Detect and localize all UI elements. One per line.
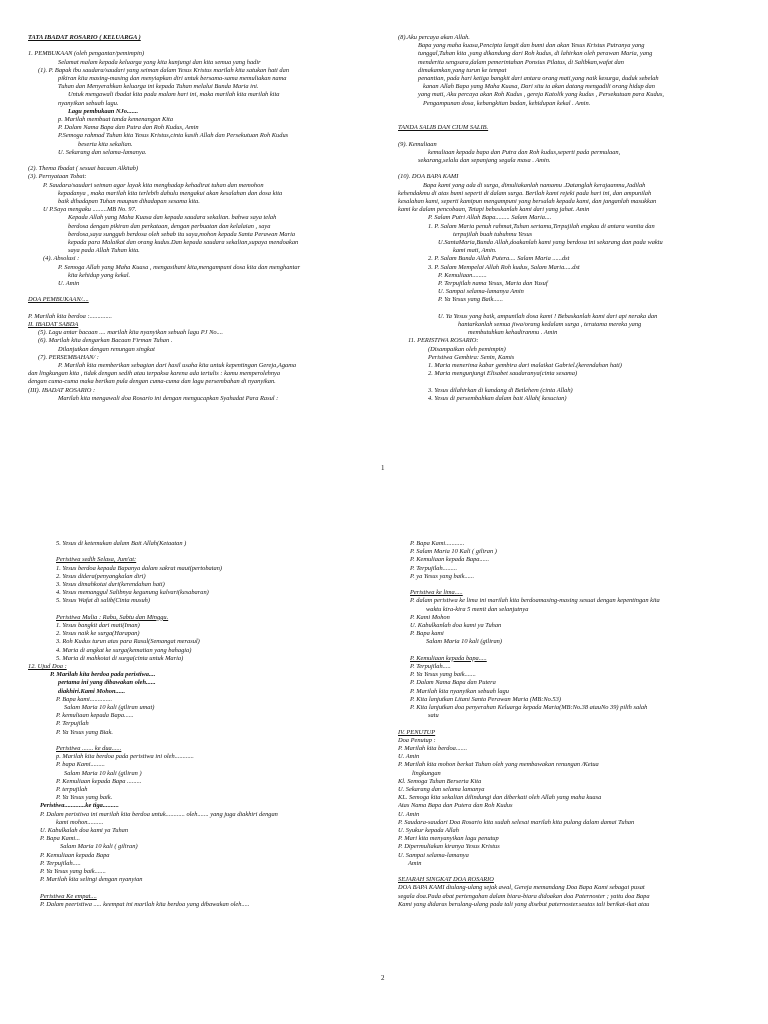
text-line: dengan cuma-cuma maka berikan pula dengan cuma-cuma dan lagu persembahan di nyanyikan. xyxy=(28,378,276,386)
text-line: U. Amin xyxy=(58,280,80,288)
text-line: P. Ya Yesus yang Baik...... xyxy=(438,296,503,304)
text-line: P. Bapa kami xyxy=(410,630,444,638)
text-line: Salam Maria 10 kali (giliran umat) xyxy=(64,704,155,712)
text-line: P. Ya Yesus yang baik....... xyxy=(410,671,476,679)
text-line: P. Semoga Allah yang Maha Kuasa , mengasihani kita,mengampuni dosa kita dan menghantar xyxy=(58,263,301,271)
text-line: P. Terpujilah......... xyxy=(410,564,458,572)
text-line: (10). DOA BAPA KAMI xyxy=(398,173,459,181)
text-line xyxy=(28,548,380,556)
text-line: kami mati, Amin. xyxy=(453,247,497,255)
text-line: Pengampunan dosa, kebangkitan badan, kehidupan kekal . Amin. xyxy=(423,99,591,107)
text-line: Salam Maria 10 kali (giliran ) xyxy=(64,769,142,777)
text-line: Peristiwa ....... ke dua...... xyxy=(56,745,122,753)
text-line xyxy=(28,305,380,313)
text-line: 5. Yesus di ketemukan dalam Bait Allah(Ketaatan ) xyxy=(56,540,187,547)
text-line: P. Saudara/saudari seiman agar layak kita menghadap kehadirat tuhan dan memohon xyxy=(43,181,264,189)
text-line: terpujilah buah tubuhmu Yesus xyxy=(453,230,533,238)
text-line: Kepada Allah yang Maha Kuasa dan kepada saudara sekalian. bahwa saya telah xyxy=(68,214,277,222)
text-line: U. Sampai selama-lamanya xyxy=(398,851,469,859)
text-line: Kl. Semoga Tuhan Berserta Kita xyxy=(398,777,482,785)
text-line: U. Ya Yesus yang baik, ampunilah dosa kami ! Bebaskanlah kami dari api neraka dan xyxy=(438,312,658,320)
text-line: Peristiwa Gembira: Senin, Kamis xyxy=(428,353,515,361)
text-line: waktu kira-kira 5 menit dan selanjutnya xyxy=(426,605,529,613)
text-line: 3. Yesus dilahirkan di kandang di Betlehem (cinta Allah) xyxy=(428,386,573,394)
text-line: (1). P. Bapak ibu saudara/saudari yang seiman dalam Yesus Kristus marilah kita satukan hati dan xyxy=(38,66,290,74)
text-line: Untuk mengawali ibadat kita pada malam hari ini, maka marilah kita marilah kita xyxy=(68,91,280,99)
text-line: U.SantaMaria,Bunda Allah,doakanlah kami yang berdosa ini sekarang dan pada waktu xyxy=(438,239,663,247)
text-line: P. Marilah kita mohon berkat Tuhan oleh yang membawakan renungan /Ketua xyxy=(398,761,599,769)
text-line: (III). IBADAT ROSARIO : xyxy=(28,386,96,394)
text-line: 3. P. Salam Mempelai Allah Roh kudus, Salam Maria.....dst xyxy=(428,263,580,271)
text-line: (3). Pernyataan Tobat: xyxy=(28,173,87,181)
text-line: kehendakmu di atas bumi seperti di dalam surga. Berilah kami rejeki pada hari ini, dan ampunilah xyxy=(398,189,652,197)
text-line xyxy=(398,378,748,386)
text-line: P. Dalam Nama Bapa dan Putera xyxy=(410,679,496,687)
text-line: 1. Yesus bangkit dari mati(Iman) xyxy=(56,622,140,629)
text-line: p. Marilah kita berdoa pada peristiwa ini oleh............ xyxy=(56,753,194,761)
text-line: P. Dalam peeristiwa ..... keempat ini marilah kita berdoa yang dibawakan oleh..... xyxy=(40,900,250,908)
text-line: P. Kami Mohon xyxy=(410,613,450,621)
text-line xyxy=(398,305,748,313)
text-line: diakhiri.Kami Mohon...... xyxy=(58,687,126,695)
text-line: 2. Yesus didera(penyangkalan diri) xyxy=(56,572,146,580)
text-line: Amin xyxy=(408,859,422,867)
text-line: (9). Kemuliaan xyxy=(398,140,437,148)
text-line: 5. Maria di mahkotai di surga(cinta untuk Maria) xyxy=(56,654,184,662)
text-line: dan lingkungan kita , tidak dengan sedih atau terpaksa karena ada tertulis : kamu memperolehnya xyxy=(28,370,281,378)
page-1-left-column xyxy=(28,34,380,403)
text-line: P. kemuliaan kepada Bapa...... xyxy=(56,712,134,720)
text-line: (Disampaikan oleh pemimpin) xyxy=(428,345,506,353)
text-line: Peristiwa Mulia : Rabu, Sabtu dan Minggu. xyxy=(56,613,169,621)
text-line: menderita sengsara,dalam pemerintahan Ponsius Pilatus, di Salibkan,wafat dan xyxy=(418,58,624,66)
text-line xyxy=(398,108,748,116)
text-line: kita kehidup yang kekal. xyxy=(68,271,131,279)
text-line: P. Kemuliaan kepada Bapa ......... xyxy=(56,777,142,785)
text-line: DOA BAPA KAMI diulang-ulang sejak awal, Gereja memandang Doa Bapa Kami sebagai pusat xyxy=(398,884,645,892)
text-line: Peristiwa ke lima..... xyxy=(410,589,463,597)
text-line: segala doa.Pada abat pertengahan dalam biara-biara didoakan doa Paternoster ; yaitu doa Bapa xyxy=(398,892,650,900)
text-line: 3. Yesus dimahkotai duri(kerendahan hati) xyxy=(56,581,165,588)
text-line: P. terpujilah xyxy=(56,786,88,794)
text-line: P. Kemuliaan kepada Bapa xyxy=(40,851,110,859)
text-line: P. Bapa Kami... xyxy=(40,835,81,843)
text-line: 2. Yesus naik ke surga(Harapan) xyxy=(56,630,140,638)
text-line: pikiran kita masing-masing dan menyiapkan diri untuk bersama-sama memuliakan nama xyxy=(58,75,287,82)
text-line: P. Kemuliaan kepada bapa..... xyxy=(410,654,487,662)
text-line: beserta kita sekalian. xyxy=(78,140,133,148)
text-line: berdosa,saya sungguh berdosa oleh sebab itu saya,mohon kepada Santa Perawan Maria xyxy=(68,230,296,238)
text-line xyxy=(28,606,380,614)
text-line: kami ke dalam pencobaan, Tetapi bebaskanlah kami dari yang jahat. Amin xyxy=(398,206,590,214)
text-line: P. Terpujilah xyxy=(56,720,89,728)
text-line xyxy=(398,720,748,728)
text-line: Kami yang didaras berulang-ulang pada tali yang disebut paternoster.seutas tali berikat-ikat atau xyxy=(398,900,650,908)
text-line: 5. Yesus Wafat di salib(Cinta musuh) xyxy=(56,597,150,605)
page-number: 1 xyxy=(381,464,385,472)
text-line: P. Dipermuliakan kiranya Yesus Kristus xyxy=(398,843,500,851)
text-line: P. Ya Yesus yang baik. xyxy=(56,794,113,802)
text-line: P. bapa Kami......... xyxy=(56,761,105,769)
text-line: P. Marilah kita nyanyikan sebuah lagu xyxy=(410,687,509,695)
text-line: P. ya Yesus yang baik...... xyxy=(410,572,475,580)
text-line: yang mati, Aku percaya akan Roh Kudus , gereja Katolik yang kudus , Persekutuan para Kudus, xyxy=(418,91,664,99)
text-line: Atas Nama Bapa dan Putera dan Roh Kudus xyxy=(398,802,513,810)
text-line: baik dihadapan Tuhan maupun dihadapan sesama kita. xyxy=(58,198,200,206)
text-line: P. Terpujilah nama Yesus, Maria dan Yusuf xyxy=(438,280,548,288)
text-line: 12. Ujud Doa : xyxy=(28,663,67,671)
text-line: satu xyxy=(428,712,439,720)
text-line: SEJARAH SINGKAT DOA ROSARIO xyxy=(398,876,494,884)
text-line: P. Kita lanjutkan doa penyerahan Keluarga kepada Maria(MB:No.38 atauNo 39) pilih salah xyxy=(410,704,648,712)
text-line: 1. Maria menerima kabar gembira dari malaikat Gabriel.(kerendahan hati) xyxy=(428,362,622,370)
text-line: P. Kemuliaan......... xyxy=(438,271,487,279)
text-line: P. Kemuliaan kepada Bapa...... xyxy=(410,556,490,564)
text-line: saya pada Allah Tuhan kita. xyxy=(68,247,140,255)
text-line: nyanyikan sebuah lagu. xyxy=(58,99,119,107)
text-line: P. Terpujilah..... xyxy=(40,859,81,867)
text-line: P. Dalam Nama Bapa dan Putra dan Roh Kudus, Amin xyxy=(58,124,199,132)
text-line: 1. Yesus berdoa kepada Bapanya dalam sakrat maut(pertobatan) xyxy=(56,564,223,572)
text-line: sekarang,selalu dan sepanjang segala masa . Amin. xyxy=(418,157,551,164)
text-line: kepada para Malaikat dan orang kudus.Dan kepada saudara sekalian,supaya mendoakan xyxy=(68,239,299,247)
page-number: 2 xyxy=(381,974,385,982)
text-line: U. Kabulkalah doa kami ya Tuhan xyxy=(40,827,129,835)
text-line: 1. PEMBUKAAN (oleh pengantar/pemimpin) xyxy=(28,50,145,58)
text-line: 11. PERISTIWA ROSARIO: xyxy=(408,337,479,345)
page-2-right-column xyxy=(398,540,748,909)
text-line: pertama ini yang dibawakan oleh...... xyxy=(58,679,156,687)
text-line: Lagu pembukaan NJo....... xyxy=(68,107,139,115)
text-line: penantian, pada hari ketiga bangkit dari antara orang mati,yang naik kesurga, duduk sebelah xyxy=(418,75,659,83)
text-line: P. Salam Maria 10 Kali ( giliran ) xyxy=(410,548,497,556)
text-line xyxy=(398,116,748,124)
text-line: lingkungan xyxy=(412,769,441,777)
text-line: kami mohon.......... xyxy=(56,818,104,826)
text-line: Doa Penutup : xyxy=(398,736,436,744)
text-line xyxy=(398,868,748,876)
text-line: dimakamkan,yang turun ke tempat xyxy=(418,66,507,74)
text-line: P. Marilah kita selingi dengan nyanyian xyxy=(40,876,143,884)
text-line: Bapa kami yang ada di surga, dimuliakanlah namamu .Datanglah kerajaanmu,Jadilah xyxy=(423,181,646,189)
text-line: P.Semoga rahmad Tuhan kita Yesus Kristus,cinta kasih Allah dan Persekutuan Roh Kudus xyxy=(58,132,289,140)
text-line: P. Ya Yesus yang baik....... xyxy=(40,868,106,876)
text-line: U. Kabulkanlah doa kami ya Tuhan xyxy=(410,622,502,630)
text-line: P. Saudara-saudari Doa Rosario kita sudah selesai marilah kita pulang dalam damai Tuhan xyxy=(398,818,635,826)
text-line: Marilah kita mengawali doa Rosario ini dengan mengucapkan Syahadat Para Rasul : xyxy=(58,394,279,402)
text-line xyxy=(28,884,380,892)
text-line: U. Sekarang dan selama-lamanya. xyxy=(58,148,147,156)
text-line: berdosa dengan pikiran dan perkataan, dengan perbuatan dan kelalaian , saya xyxy=(68,222,271,230)
document-page-1 xyxy=(0,8,768,513)
text-line: P. Marilah kita berdoa....... xyxy=(398,745,468,753)
text-line: P. Dalam peristiwa ini marilah kita berdoa untuk............ oleh....... yang juga diakhiri dengan xyxy=(40,810,278,818)
text-line: Salam Maria 10 kali (giliran) xyxy=(426,638,502,646)
text-line: U P.Saya mengaku .........MB No. 97. xyxy=(43,206,137,214)
text-line: Salam Maria 10 kali ( giliran) xyxy=(60,843,138,851)
page-2-left-column xyxy=(28,540,380,909)
text-line: P. Bapa kami.............. xyxy=(56,695,113,703)
text-line xyxy=(28,288,380,296)
text-line xyxy=(398,132,748,140)
text-line: Peristiwa Ke empat.... xyxy=(40,892,97,900)
text-line: (6). Marilah kita dengarkan Bacaan Firman Tuhan . xyxy=(38,337,173,345)
text-line: kepadanya , maka marilah kita terlebih dahulu mengakui akan kesalahan dan dosa kita xyxy=(58,189,283,197)
text-line: Peristiwa.............ke tiga.......... xyxy=(40,802,119,810)
text-line xyxy=(28,737,380,745)
text-line: (8).Aku percaya akan Allah. xyxy=(398,34,470,41)
text-line: tunggal,Tuhan kita ,yang dikandung dari Roh kudus, di lahirkan oleh perawan Maria, yang xyxy=(418,50,653,58)
text-line: 4. Maria di angkat ke surga(kematian yang bahagia) xyxy=(56,646,192,654)
text-line: U. Syukur kepada Allah xyxy=(398,827,459,835)
text-line: TANDA SALIB DAN CIUM SALIB. xyxy=(398,124,489,132)
text-line xyxy=(398,581,748,589)
text-line: 4. Yesus di persembahkan dalam bait Allah( kesucian) xyxy=(428,394,567,402)
text-line: P. Mari kita menyanyikan lagu penutup xyxy=(398,835,499,843)
text-line: Dilanjutkan dengan renungan singkat xyxy=(58,345,155,353)
text-line: P. Bapa Kami............ xyxy=(410,540,465,547)
text-line: TATA IBADAT ROSARIO ( KELUARGA ) xyxy=(28,34,141,41)
document-page-2 xyxy=(0,514,768,1019)
page-1-right-column xyxy=(398,34,748,403)
text-line: hantarkanlah semua jiwa/orang kedalam surga , terutama mereka yang xyxy=(458,321,642,329)
text-line: Peristiwa sedih Selasa, Jum'at: xyxy=(56,556,137,564)
text-line: DOA PEMBUKAAN/.... xyxy=(28,296,89,304)
text-line xyxy=(398,165,748,173)
text-line: II. IBADAT SABDA xyxy=(28,321,79,329)
text-line xyxy=(28,42,380,50)
text-line: kemuliaan kepada bapa dan Putra dan Roh kudus,seperti pada permulaan, xyxy=(428,148,621,156)
text-line: 2. Maria mengunjungi Elisabet saudaranya(cinta sesama) xyxy=(428,370,578,378)
text-line: kanan Allah Bapa yang Maha Kuasa, Dari situ ia akan datang mengadili orang hidup dan xyxy=(423,83,655,91)
text-line: 1. P. Salam Maria penuh rahmat,Tuhan sertamu,Terpujilah engkau di antara wanita dan xyxy=(428,222,655,230)
text-line: P. Kita lanjutkan Litani Santa Perawan Maria (MB:No.53) xyxy=(410,695,561,703)
text-line: p. Marilah membuat tanda kemenangan Kita xyxy=(58,116,174,124)
text-line: (7). PERSEMBAHAN/ : xyxy=(38,353,99,361)
text-line: P. Salam Putri Allah Bapa......... Salam Maria.... xyxy=(428,214,552,222)
text-line: 2. P. Salam Bunda Allah Putera.... Salam Maria ......dst xyxy=(428,255,570,263)
text-line: U. Sekarang dan selama lamanya xyxy=(398,786,485,794)
text-line: P. Marilah kita berdoa pada peristiwa.... xyxy=(50,671,156,679)
text-line: (2). Thema Ibadat ( sesuai bacaan Alkitab) xyxy=(28,165,139,173)
text-line: Bapa yang maha kuasa,Pencipta langit dan bumi dan akan Yesus Kristus Putranya yang xyxy=(418,42,645,50)
text-line: P. Marilah kita berdoa :.............. xyxy=(28,312,112,320)
text-line xyxy=(398,647,748,655)
text-line: P. dalam peristiwa ke lima ini marilah kita berdoamasing-masing sesuai dengan kepentingan kita xyxy=(410,597,660,605)
text-line: (5). Lagu antar bacaan .... marilah kita nyanyikan sebuah lagu PJ No.... xyxy=(38,329,223,337)
text-line: 3. Roh Kudus turun atas para Rasul(Semangat merasul) xyxy=(56,638,200,646)
text-line: IV. PENUTUP xyxy=(398,728,436,736)
text-line: P. Marilah kita memberikan sebagian dari hasil usaha kita untuk kepentingan Gereja,Agama xyxy=(58,362,297,370)
text-line: U. Amin xyxy=(398,753,420,761)
text-line: (4). Absolusi : xyxy=(43,255,80,263)
text-line: 4. Yesus memanggul Salibnya kegunung kalvari(kesabaran) xyxy=(56,589,209,597)
text-line: KL. Semoga kita sekalian dilindungi dan diberkati oleh Allah yang maha kuasa xyxy=(398,794,602,802)
text-line xyxy=(28,157,380,165)
text-line: P. Terpujilah..... xyxy=(410,663,451,671)
text-line: Tuhan dan Menyerahkan keluarga ini kepada Tuhan melalui Bunda Maria ini. xyxy=(58,83,259,91)
text-line: membutuhkan kehadiranmu . Amin xyxy=(468,329,558,337)
text-line: U. Amin xyxy=(398,810,420,818)
text-line: Selamat malam kepada keluarga yang kita kunjungi dan kita semua yang hadir xyxy=(58,58,261,66)
text-line: kesalahan kami, seperti kamipun mengampuni yang bersalah kepada kami, dan janganlah masukkan xyxy=(398,198,657,205)
text-line: U. Sampai selama-lamanya Amin xyxy=(438,288,524,296)
text-line: P. Ya Yesus yang Biak. xyxy=(56,728,113,736)
